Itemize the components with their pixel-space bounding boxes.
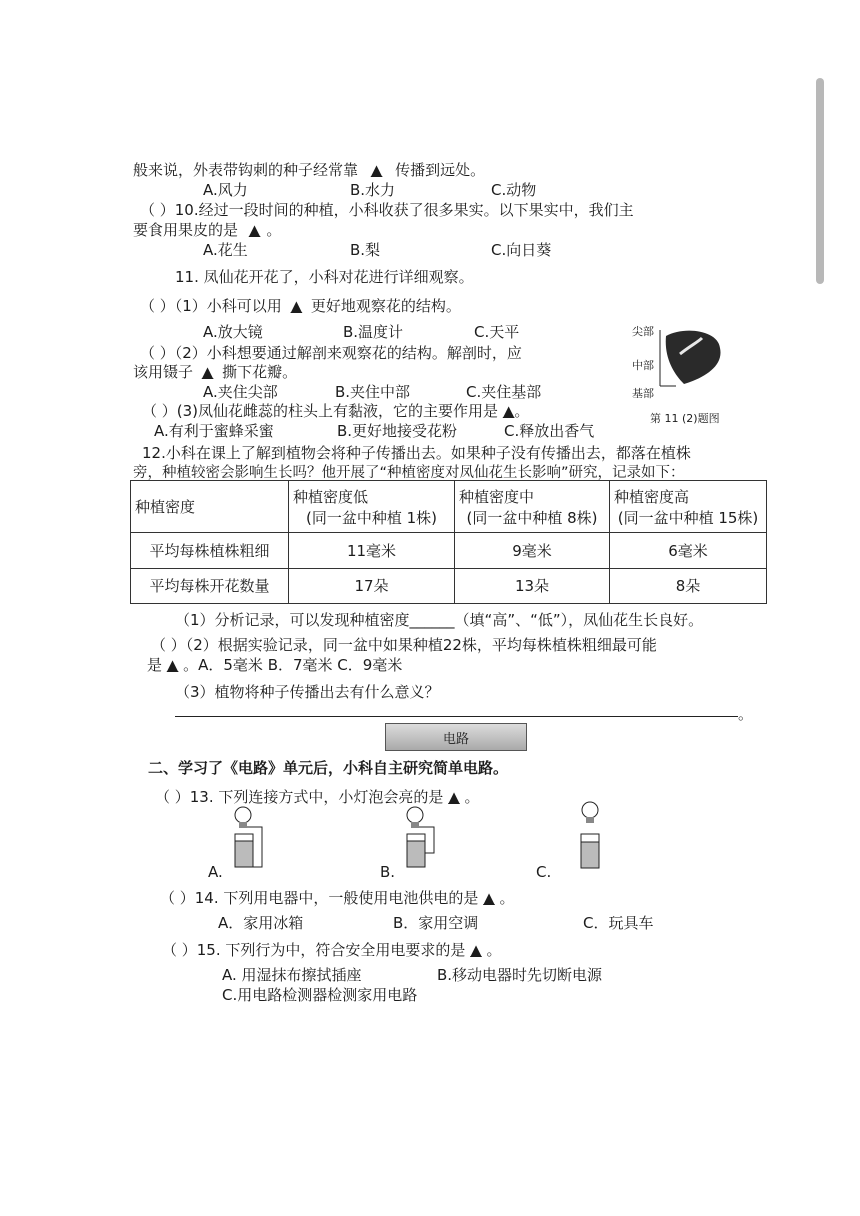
figure-label-top: 尖部	[632, 325, 654, 338]
q11-3-option-a: A.有利于蜜蜂采蜜	[154, 422, 274, 440]
q9-stem: 般来说，外表带钩刺的种子经常靠	[133, 161, 359, 179]
q11-2-option-b: B.夹住中部	[335, 383, 411, 401]
q15-option-b: B.移动电器时先切断电源	[437, 966, 603, 984]
q11-2-text: 该用镊子	[133, 363, 194, 381]
q15-text: （ ）15. 下列行为中，符合安全用电要求的是	[162, 941, 466, 959]
q10-stem-2-text: 要食用果皮的是	[133, 221, 239, 239]
q11-1-option-a: A.放大镜	[203, 323, 263, 341]
q14-stem	[160, 888, 515, 908]
figure-caption: 第 11 (2)题图	[650, 412, 720, 425]
data-table	[130, 480, 767, 604]
q12-stem: 12.小科在课上了解到植物会将种子传播出去。如果种子没有传播出去，都落在植株	[142, 444, 691, 462]
answer-line[interactable]	[175, 716, 738, 717]
table-cell: 平均每株开花数量	[131, 568, 289, 604]
q9-stem-end: 传播到远处。	[395, 161, 486, 179]
q12-3-text: （3）植物将种子传播出去有什么意义？	[175, 683, 440, 701]
circuit-a-label: A.	[208, 863, 223, 881]
q15-option-a: A. 用湿抹布擦拭插座	[222, 966, 362, 984]
table-row	[131, 568, 767, 604]
q15-end: 。	[486, 941, 502, 959]
section-banner: 电路	[385, 723, 527, 751]
q15-option-c: C.用电路检测器检测家用电路	[222, 986, 418, 1004]
header-sub: (同一盆中种植 1株)	[305, 508, 438, 527]
q12-stem-2: 旁，种植较密会影响生长吗？他开展了“种植密度对凤仙花生长影响”研究，记录如下：	[133, 465, 685, 481]
q13-text: （ ）13. 下列连接方式中，小灯泡会亮的是	[155, 788, 444, 806]
answer-blank: ▲	[502, 402, 515, 420]
q11-1-option-b: B.温度计	[343, 323, 404, 341]
scrollbar[interactable]	[816, 78, 824, 284]
q10-option-b: B.梨	[350, 241, 381, 259]
answer-blank: ▲	[470, 941, 482, 959]
table-header-row	[131, 481, 767, 533]
circuit-c-label: C.	[536, 863, 552, 881]
q12-2-stem-2	[147, 655, 402, 675]
q10-stem: （ ）10.经过一段时间的种植，小科收获了很多果实。以下果实中，我们主	[140, 201, 634, 219]
q11-3-stem: （ ）(3)凤仙花雌蕊的柱头上有黏液，它的主要作用是 ▲。	[142, 402, 530, 420]
circuit-b-label: B.	[380, 863, 396, 881]
figure-label-mid: 中部	[632, 359, 654, 372]
table-cell: 8朵	[610, 568, 767, 604]
q9-text	[133, 160, 485, 180]
q11-stem: 11. 凤仙花开花了，小科对花进行详细观察。	[175, 268, 474, 286]
q11-2-stem-2	[133, 362, 297, 382]
q11-1-stem	[140, 296, 461, 316]
q11-2-end: 撕下花瓣。	[222, 363, 298, 381]
q11-3-option-c: C.释放出香气	[504, 422, 595, 440]
answer-blank: ▲	[370, 161, 383, 179]
q11-2-option-c: C.夹住基部	[466, 383, 542, 401]
answer-blank: ▲	[483, 889, 495, 907]
table-row	[131, 533, 767, 569]
q11-1-text: （ ）（1）小科可以用	[140, 297, 282, 315]
section-title: 二、学习了《电路》单元后，小科自主研究简单电路。	[148, 759, 509, 777]
q11-3-option-b: B.更好地接受花粉	[337, 422, 458, 440]
q14-end: 。	[499, 889, 515, 907]
q12-2-options: 。A．5毫米 B．7毫米 C．9毫米	[183, 656, 403, 674]
table-header-cell: 种植密度	[131, 481, 289, 533]
q11-1-option-c: C.天平	[474, 323, 520, 341]
q14-option-c: C．玩具车	[583, 914, 654, 932]
circuit-b-diagram	[398, 805, 448, 875]
table-header-cell	[455, 481, 610, 533]
q9-option-b: B.水力	[350, 181, 396, 199]
table-header-cell	[610, 481, 767, 533]
answer-blank: ▲	[448, 788, 460, 806]
answer-blank: ▲	[166, 656, 179, 674]
q9-option-a: A.风力	[203, 181, 248, 199]
q10-option-c: C.向日葵	[491, 241, 552, 259]
q15-stem	[162, 940, 502, 960]
q11-3-text: （ ）(3)凤仙花雌蕊的柱头上有黏液，它的主要作用是	[142, 402, 499, 420]
header-title: 种植密度中	[459, 487, 535, 506]
answer-blank: ▲	[201, 363, 214, 381]
flower-image	[654, 328, 724, 388]
q12-1-text: （1）分析记录，可以发现种植密度______（填“高”、“低”），凤仙花生长良好。	[175, 611, 704, 629]
header-title: 种植密度低	[293, 487, 369, 506]
header-sub: (同一盆中种植 8株)	[466, 508, 598, 527]
figure-label-base: 基部	[632, 387, 654, 400]
q14-text: （ ）14. 下列用电器中，一般使用电池供电的是	[160, 889, 479, 907]
circuit-c-diagram	[572, 800, 612, 870]
table-cell: 11毫米	[289, 533, 455, 569]
q12-2-text: 是	[147, 656, 163, 674]
q13-stem	[155, 787, 480, 807]
table-cell: 13朵	[455, 568, 610, 604]
answer-blank: ▲	[248, 221, 261, 239]
table-header-cell	[289, 481, 455, 533]
header-sub: (同一盆中种植 15株)	[617, 508, 759, 527]
q11-1-end: 更好地观察花的结构。	[310, 297, 461, 315]
answer-blank: ▲	[290, 297, 303, 315]
q14-option-b: B．家用空调	[393, 914, 479, 932]
q10-option-a: A.花生	[203, 241, 248, 259]
q11-2-option-a: A.夹住尖部	[203, 383, 278, 401]
table-cell: 9毫米	[455, 533, 610, 569]
q10-stem-2: 要食用果皮的是 ▲ 。	[133, 221, 282, 239]
q11-2-stem: （ ）（2）小科想要通过解剖来观察花的结构。解剖时，应	[140, 344, 522, 362]
q14-option-a: A．家用冰箱	[218, 914, 304, 932]
header-title: 种植密度高	[614, 487, 690, 506]
circuit-a-diagram	[226, 805, 276, 875]
table-cell: 6毫米	[610, 533, 767, 569]
table-cell: 17朵	[289, 568, 455, 604]
table-cell: 平均每株植株粗细	[131, 533, 289, 569]
q13-end: 。	[464, 788, 480, 806]
q9-option-c: C.动物	[491, 181, 537, 199]
q12-2-stem: （ ）（2）根据实验记录，同一盆中如果种植22株，平均每株植株粗细最可能	[151, 636, 657, 654]
answer-line-end: 。	[738, 705, 754, 723]
